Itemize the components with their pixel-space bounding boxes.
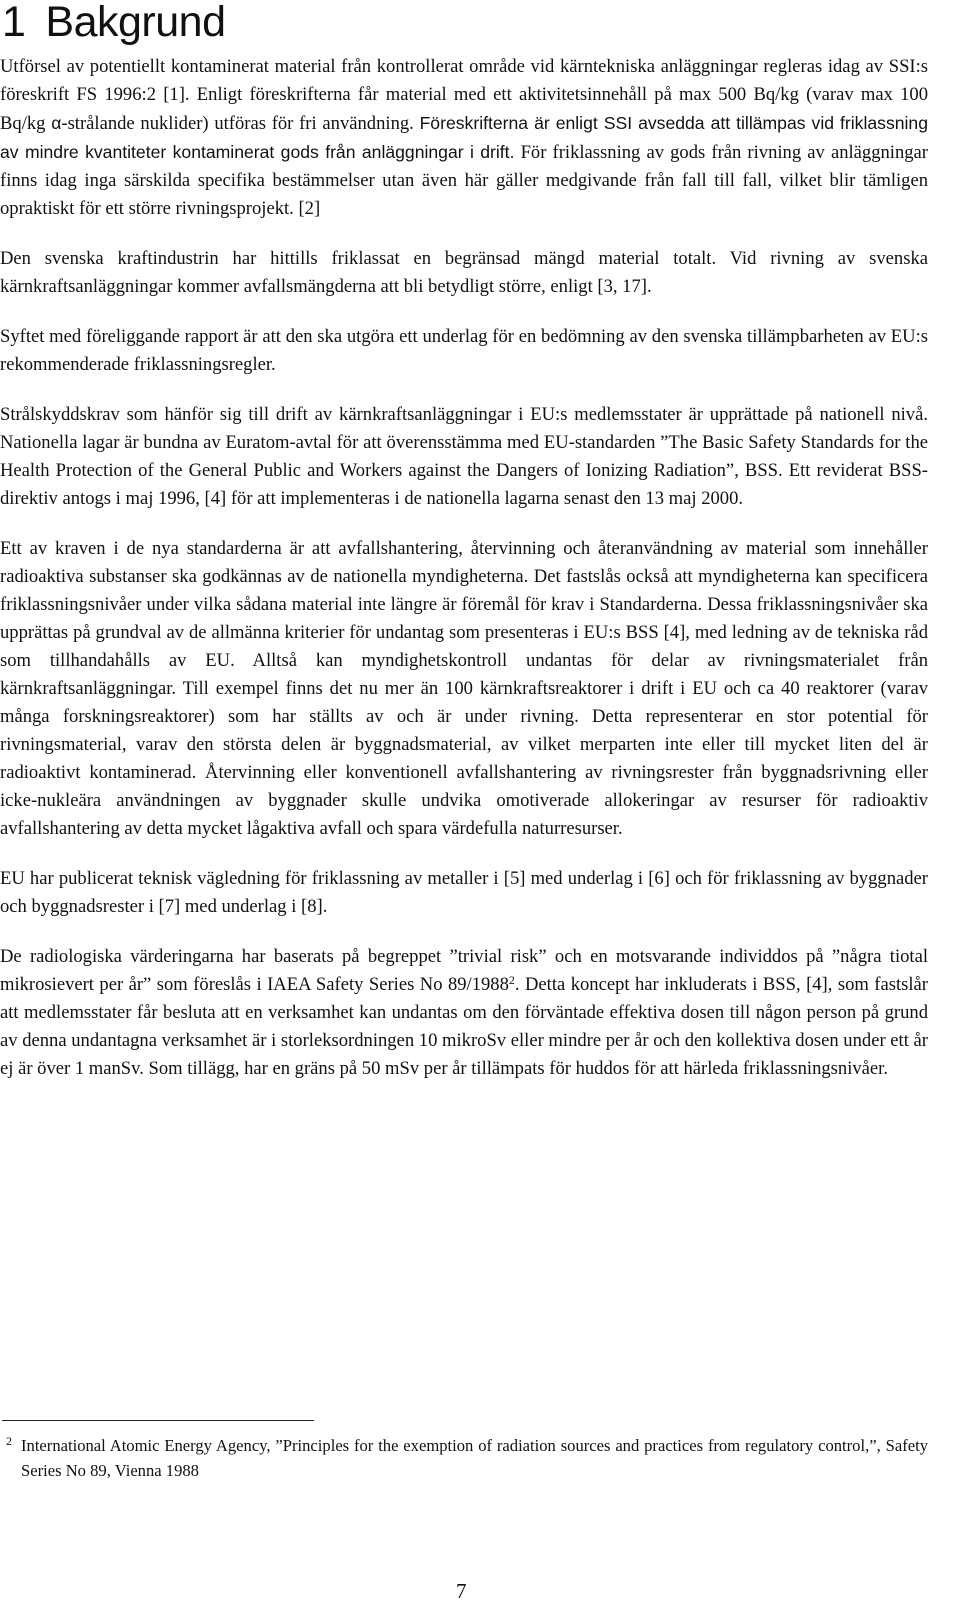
paragraph-1 (0, 53, 928, 223)
paragraph-7 (0, 943, 928, 1083)
page-number: 7 (456, 1579, 467, 1603)
paragraph-1-part-d: För friklassning av gods från rivning av anläggningar finns idag inga särskilda specifika bestämmelser utan även här gäller medgivande från fall till fall, vilket blir tämligen opraktiskt för ett större rivningsprojekt. [2] (0, 142, 929, 219)
paragraph-1-part-c: Föreskrifterna är enligt SSI avsedda att tillämpas vid friklassning av mindre kvantiteter kontaminerat gods från anläggningar i drift. (0, 113, 928, 162)
alpha-symbol: α (51, 113, 62, 133)
paragraph-2: Den svenska kraftindustrin har hittills friklassat en begränsad mängd material totalt. Vid rivning av svenska kärnkraftsanläggningar kommer avfallsmängderna att bli betydligt större, enligt [3, 17]. (0, 248, 928, 297)
paragraph-5: Ett av kraven i de nya standarderna är att avfallshantering, återvinning och återanvändning av material som innehåller radioaktiva substanser ska godkännas av de nationella myndigheterna. Det fastslås också att myndigheterna kan specificera friklassningsnivåer under vilka sådana material inte längre är föremål för krav i Standarderna. Dessa friklassningsnivåer ska upprättas på grundval av de allmänna kriterier för undantag som presenteras i EU:s BSS [4], med ledning av de tekniska råd som tillhandahålls av EU. Alltså kan myndighetskontroll undantas för delar av rivningsmaterialet från kärnkraftsanläggningar. Till exempel finns det nu mer än 100 kärnkraftsreaktorer i drift i EU och ca 40 reaktorer (varav många forskningsreaktorer) som har ställts av och är under rivning. Detta representerar en stor potential för rivningsmaterial, varav den största delen är byggnadsmaterial, av vilket merparten inte eller till mycket liten del är radioaktivt kontaminerad. Återvinning eller konventionell avfallshantering av rivningsrester från byggnadsrivning eller icke-nukleära användningen av byggnader skulle undvika omotiverade allokeringar av resurser för radioaktiv avfallshantering av detta mycket lågaktiva avfall och spara värdefulla naturresurser. (0, 538, 928, 839)
section-heading (2, 0, 226, 48)
paragraph-7-part-a: De radiologiska värderingarna har baserats på begreppet ”trivial risk” och en motsvarande individdos på ”några tiotal mikrosievert per år” som föreslås i IAEA Safety Series No 89/1988 (0, 946, 928, 995)
paragraph-4: Strålskyddskrav som hänför sig till drift av kärnkraftsanläggningar i EU:s medlemsstater är upprättade på nationell nivå. Nationella lagar är bundna av Euratom-avtal för att överensstämma med EU-standarden ”The Basic Safety Standards for the Health Protection of the General Public and Workers against the Dangers of Ionizing Radiation”, BSS. Ett reviderat BSS-direktiv antogs i maj 1996, [4] för att implementeras i de nationella lagarna senast den 13 maj 2000. (0, 404, 928, 509)
paragraph-7-part-b: . Detta koncept har inkluderats i BSS, [4], som fastslår att medlemsstater får besluta att en verksamhet kan undantas om den förväntade effektiva dosen till någon person på grund av denna undantagna verksamhet är i storleksordningen 10 mikroSv eller mindre per år och den kollektiva dosen under ett år ej är över 1 manSv. Som tillägg, har en gräns på 50 mSv per år tillämpats för huddos för att härleda friklassningsnivåer. (0, 974, 928, 1079)
body-text (0, 53, 928, 1105)
footnote (0, 1433, 928, 1483)
footnote-reference: 2 (508, 973, 515, 987)
footnote-mark: 2 (6, 1434, 12, 1448)
section-number: 1 (2, 0, 26, 46)
footnote-text: International Atomic Energy Agency, ”Principles for the exemption of radiation sources and practices from regulatory control,”, Safety Series No 89, Vienna 1988 (21, 1436, 928, 1480)
paragraph-3: Syftet med föreliggande rapport är att den ska utgöra ett underlag för en bedömning av den svenska tillämpbarheten av EU:s rekommenderade friklassningsregler. (0, 326, 928, 375)
paragraph-6: EU har publicerat teknisk vägledning för friklassning av metaller i [5] med underlag i [6] och för friklassning av byggnader och byggnadsrester i [7] med underlag i [8]. (0, 868, 928, 917)
section-title: Bakgrund (45, 0, 226, 46)
paragraph-1-part-a: Utförsel av potentiellt kontaminerat material från kontrollerat område vid kärntekniska anläggningar regleras idag av SSI:s föreskrift FS 1996:2 [1]. Enligt föreskrifterna får material med ett aktivitetsinnehåll på max 500 Bq/kg (varav max 100 Bq/kg (0, 56, 928, 134)
footnote-separator (2, 1420, 314, 1421)
paragraph-1-part-b: -strålande nuklider) utföras för fri användning. (61, 113, 420, 134)
